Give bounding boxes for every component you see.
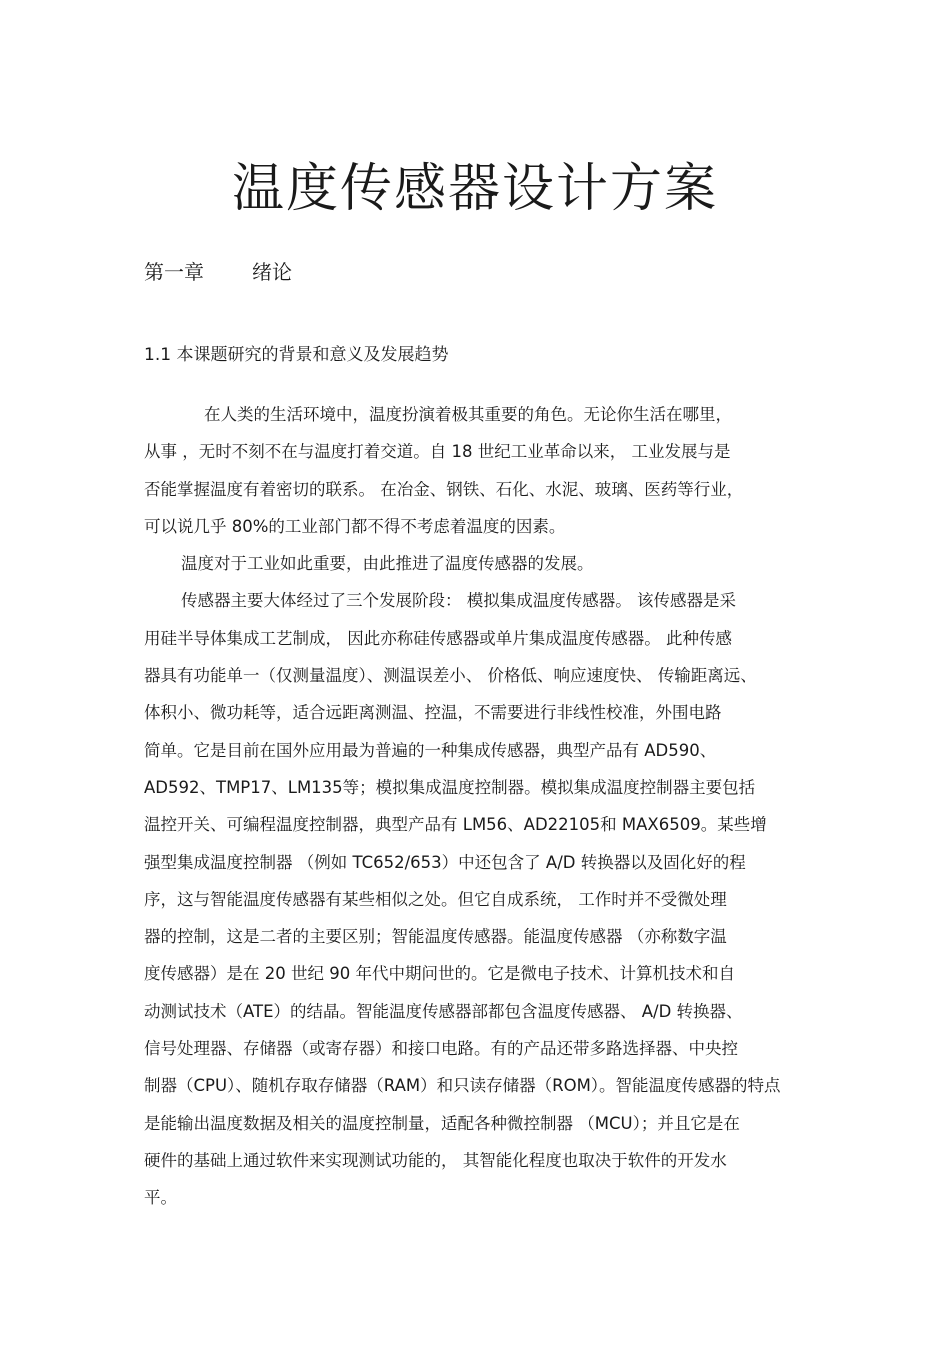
text-line: 在人类的生活环境中，温度扮演着极其重要的角色。无论你生活在哪里， — [204, 405, 732, 424]
chapter-heading — [144, 256, 292, 285]
text-line: 是能输出温度数据及相关的温度控制量，适配各种微控制器 （MCU）；并且它是在 — [144, 1113, 740, 1133]
text-line: 动测试技术（ATE）的结晶。智能温度传感器部都包含温度传感器、 A/D 转换器、 — [144, 1001, 743, 1021]
text-line: 信号处理器、存储器（或寄存器）和接口电路。有的产品还带多路选择器、中央控 — [144, 1039, 738, 1059]
text-line: 否能掌握温度有着密切的联系。 在冶金、钢铁、石化、水泥、玻璃、医药等行业， — [144, 479, 744, 499]
text-line: AD592、TMP17、LM135等；模拟集成温度控制器。模拟集成温度控制器主要包括 — [144, 777, 756, 797]
document-title: 温度传感器设计方案 — [231, 159, 718, 219]
text-line: 硬件的基础上通过软件来实现测试功能的， 其智能化程度也取决于软件的开发水 — [144, 1150, 727, 1170]
text-line: 平。 — [144, 1188, 177, 1208]
text-line: 序，这与智能温度传感器有某些相似之处。但它自成系统， 工作时并不受微处理 — [144, 889, 727, 909]
text-line: 器具有功能单一（仅测量温度）、测温误差小、 价格低、响应速度快、 传输距离远、 — [144, 666, 757, 686]
text-line: 度传感器）是在 20 世纪 90 年代中期问世的。它是微电子技术、计算机技术和自 — [144, 964, 735, 984]
text-line: 温度对于工业如此重要，由此推进了温度传感器的发展。 — [181, 554, 594, 574]
text-line: 可以说几乎 80%的工业部门都不得不考虑着温度的因素。 — [144, 516, 566, 536]
text-line: 温控开关、可编程温度控制器，典型产品有 LM56、AD22105和 MAX6509。某些增 — [144, 815, 767, 835]
section-heading: 1.1 本课题研究的背景和意义及发展趋势 — [144, 345, 449, 365]
body-text — [144, 396, 804, 1217]
text-line: 器的控制，这是二者的主要区别；智能温度传感器。能温度传感器 （亦称数字温 — [144, 927, 727, 947]
text-line: 传感器主要大体经过了三个发展阶段： 模拟集成温度传感器。 该传感器是采 — [181, 591, 736, 611]
text-line: 从事 ，无时不刻不在与温度打着交道。自 18 世纪工业革命以来， 工业发展与是 — [144, 442, 731, 462]
text-line: 简单。它是目前在国外应用最为普遍的一种集成传感器，典型产品有 AD590、 — [144, 740, 717, 760]
text-line: 制器（CPU）、随机存取存储器（RAM）和只读存储器（ROM）。智能温度传感器的特点 — [144, 1076, 781, 1096]
text-line: 用硅半导体集成工艺制成， 因此亦称硅传感器或单片集成温度传感器。 此种传感 — [144, 628, 732, 648]
chapter-number: 第一章 — [144, 260, 204, 284]
chapter-name: 绪论 — [252, 260, 292, 284]
text-line: 强型集成温度控制器 （例如 TC652/653）中还包含了 A/D 转换器以及固化好的程 — [144, 852, 746, 872]
text-line: 体积小、微功耗等，适合远距离测温、控温，不需要进行非线性校准，外围电路 — [144, 703, 722, 723]
